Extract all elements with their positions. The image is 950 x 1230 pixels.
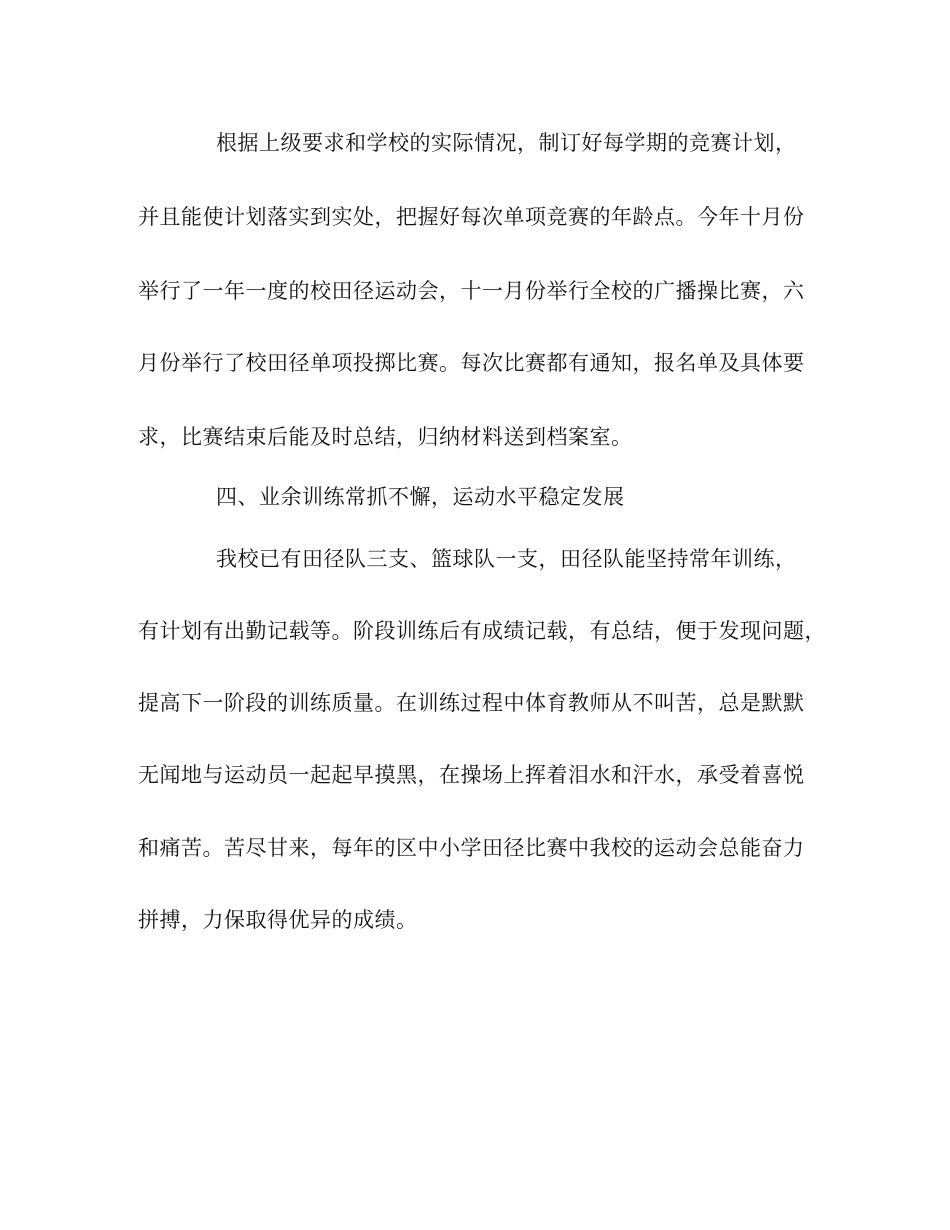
paragraph-line: 举行了一年一度的校田径运动会，十一月份举行全校的广播操比赛，六 [138,279,805,303]
paragraph-line: 和痛苦。苦尽甘来，每年的区中小学田径比赛中我校的运动会总能奋力 [138,836,805,860]
paragraph-line: 求，比赛结束后能及时总结，归纳材料送到档案室。 [138,425,633,449]
paragraph-line: 拼搏，力保取得优异的成绩。 [138,908,418,932]
paragraph-line: 月份举行了校田径单项投掷比赛。每次比赛都有通知，报名单及具体要 [138,351,805,375]
paragraph-line: 并且能使计划落实到实处，把握好每次单项竞赛的年龄点。今年十月份 [138,205,805,229]
section-heading: 四、业余训练常抓不懈，运动水平稳定发展 [216,485,625,509]
paragraph-line: 根据上级要求和学校的实际情况，制订好每学期的竞赛计划， [216,131,797,155]
paragraph-line: 有计划有出勤记载等。阶段训练后有成绩记载，有总结，便于发现问题， [138,619,826,643]
paragraph-line: 我校已有田径队三支、篮球队一支，田径队能坚持常年训练， [216,547,797,571]
paragraph-line: 提高下一阶段的训练质量。在训练过程中体育教师从不叫苦，总是默默 [138,691,805,715]
paragraph-line: 无闻地与运动员一起起早摸黑，在操场上挥着泪水和汗水，承受着喜悦 [138,763,805,787]
